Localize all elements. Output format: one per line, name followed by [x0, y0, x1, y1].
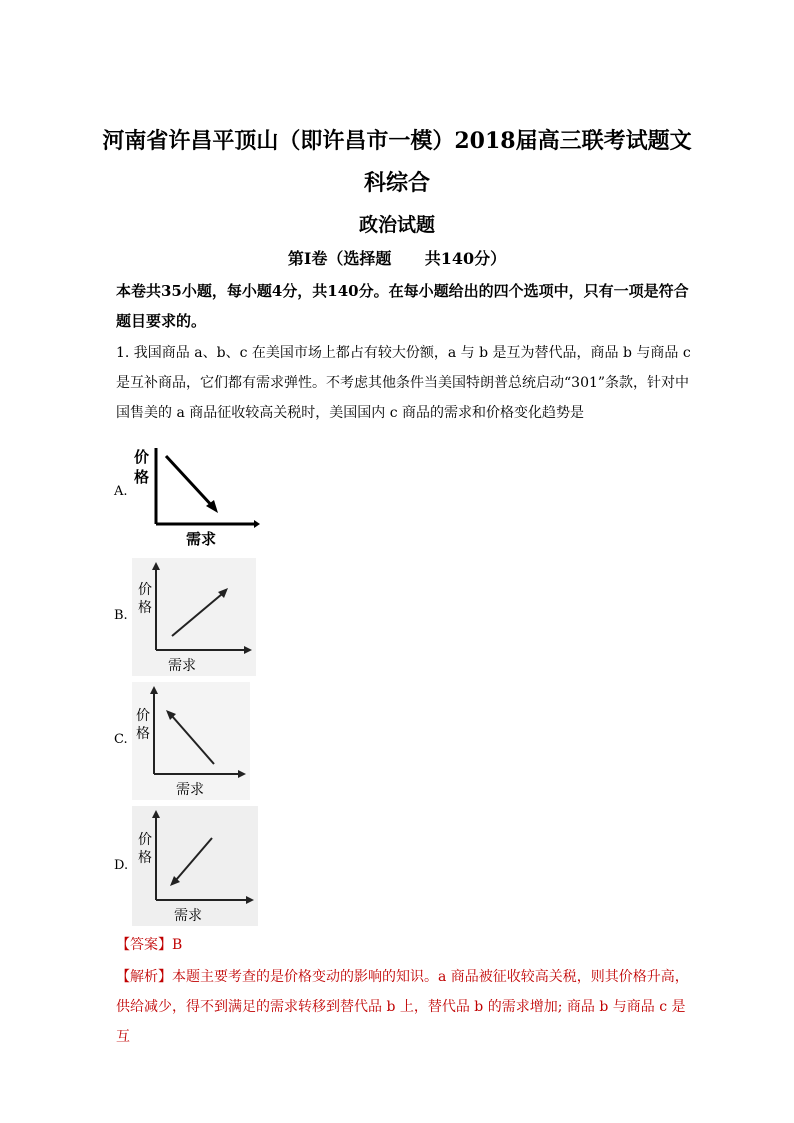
- section-heading: 第Ⅰ卷（选择题 共140分）: [287, 249, 507, 268]
- option-b-label: B.: [114, 608, 128, 623]
- doc-title-line2: 科综合: [363, 170, 430, 196]
- option-d-xlabel: 需求: [174, 908, 202, 924]
- option-a-xlabel: 需求: [186, 530, 217, 548]
- option-d-label: D.: [114, 858, 129, 873]
- option-d-ylabel-1: 价: [138, 832, 152, 848]
- option-c-xlabel: 需求: [176, 782, 204, 798]
- option-c-label: C.: [114, 732, 128, 747]
- option-a-ylabel-1: 价: [134, 448, 150, 466]
- doc-title-line1: 河南省许昌平顶山（即许昌市一模）2018届高三联考试题文: [102, 128, 692, 154]
- instructions: 本卷共35小题，每小题4分，共140分。在每小题给出的四个选项中，只有一项是符合题目要求的。: [116, 282, 689, 330]
- option-c-graph: [132, 682, 250, 800]
- option-d-graph: [132, 806, 258, 926]
- question-1-text: 1. 我国商品 a、b、c 在美国市场上都占有较大份额，a 与 b 是互为替代品，商品 b 与商品 c 是互补商品，它们都有需求弹性。不考虑其他条件当美国特朗普总统启动“301”条款，针对中国售美的 a 商品征收较高关税时，美国国内 c 商品的需求和价格变化趋势是: [116, 345, 691, 421]
- answer-text: 【答案】B: [116, 937, 183, 953]
- option-a-label: A.: [114, 484, 128, 499]
- option-c-ylabel-2: 格: [136, 726, 150, 742]
- option-d-ylabel-2: 格: [138, 850, 152, 866]
- option-b-ylabel-1: 价: [138, 582, 152, 598]
- option-b-xlabel: 需求: [168, 658, 196, 674]
- option-c-ylabel-1: 价: [136, 708, 150, 724]
- option-b-ylabel-2: 格: [138, 600, 152, 616]
- option-a-ylabel-2: 格: [134, 468, 150, 486]
- subject-heading: 政治试题: [358, 214, 435, 236]
- option-b-graph: [132, 558, 256, 676]
- analysis-text: 【解析】本题主要考查的是价格变动的影响的知识。a 商品被征收较高关税，则其价格升高，供给减少，得不到满足的需求转移到替代品 b 上，替代品 b 的需求增加; 商品 b 与商品 c 是互: [116, 969, 689, 1045]
- option-a-graph: [132, 448, 262, 548]
